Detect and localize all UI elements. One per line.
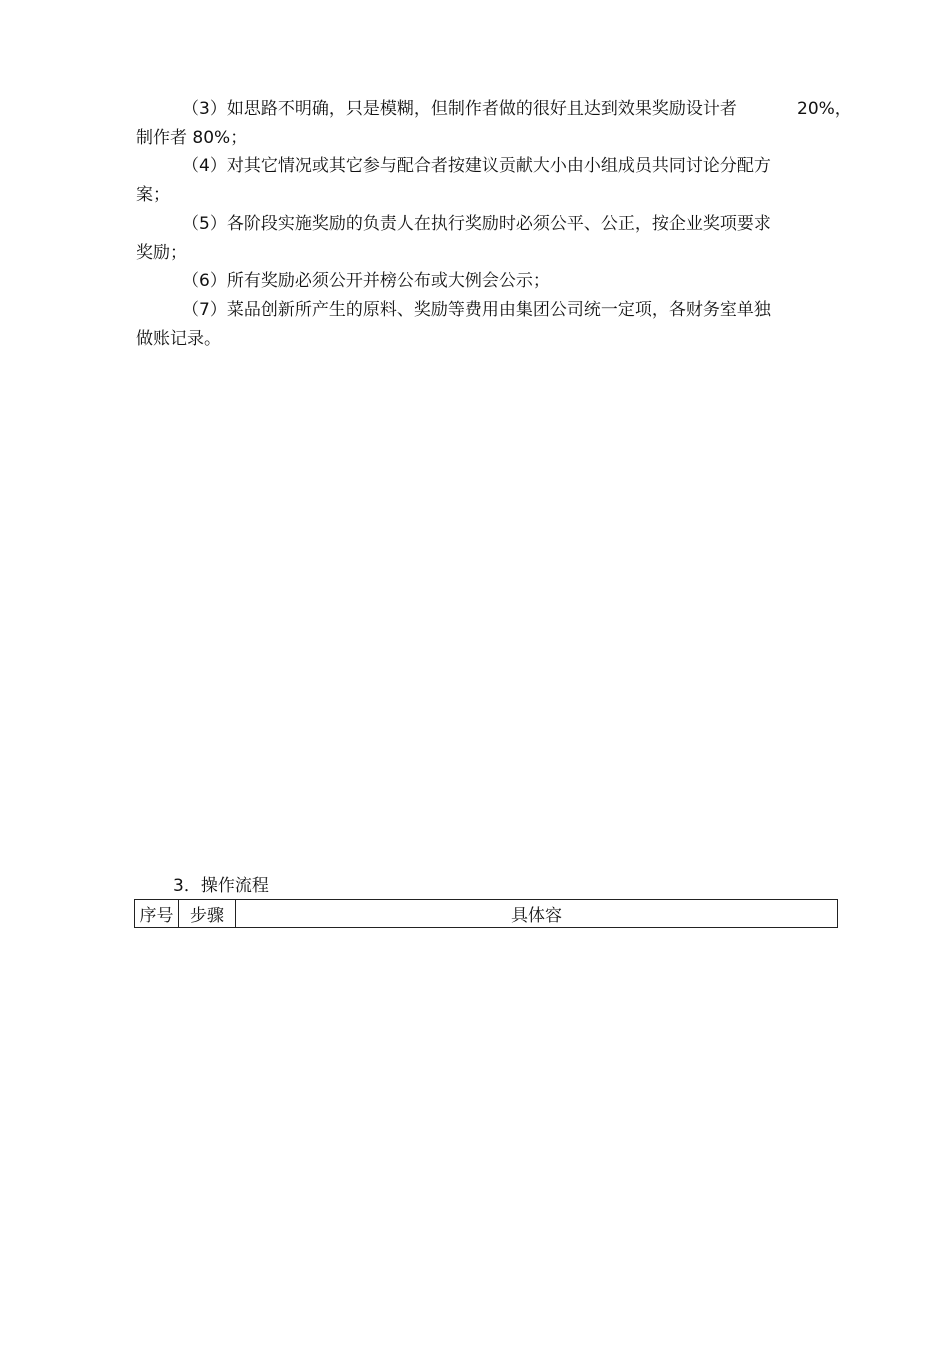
paragraph-6-line-1: （6）所有奖励必须公开并榜公布或大例会公示； [182, 271, 550, 291]
table-header-cell: 序号 [135, 900, 179, 928]
paragraph-5-line-2: 奖励； [136, 243, 187, 263]
paragraph-4-line-1: （4）对其它情况或其它参与配合者按建议贡献大小由小组成员共同讨论分配方 [182, 156, 771, 176]
paragraph-7-line-1: （7）菜品创新所产生的原料、奖励等费用由集团公司统一定项，各财务室单独 [182, 300, 771, 320]
section-heading: 3．操作流程 [173, 876, 269, 896]
table-header-row [135, 900, 838, 928]
paragraph-3-line-1: （3）如思路不明确，只是模糊，但制作者做的很好且达到效果奖励设计者 [182, 99, 737, 119]
paragraph-3-line-2: 制作者 80%； [136, 128, 248, 148]
table-header-cell: 具体容 [236, 900, 838, 928]
table-header-cell: 步骤 [179, 900, 236, 928]
paragraph-7-line-2: 做账记录。 [136, 329, 221, 349]
paragraph-5-line-1: （5）各阶段实施奖励的负责人在执行奖励时必须公平、公正，按企业奖项要求 [182, 214, 771, 234]
process-table [134, 899, 838, 928]
paragraph-4-line-2: 案； [136, 185, 170, 205]
paragraph-3-percent: 20%， [797, 99, 852, 119]
